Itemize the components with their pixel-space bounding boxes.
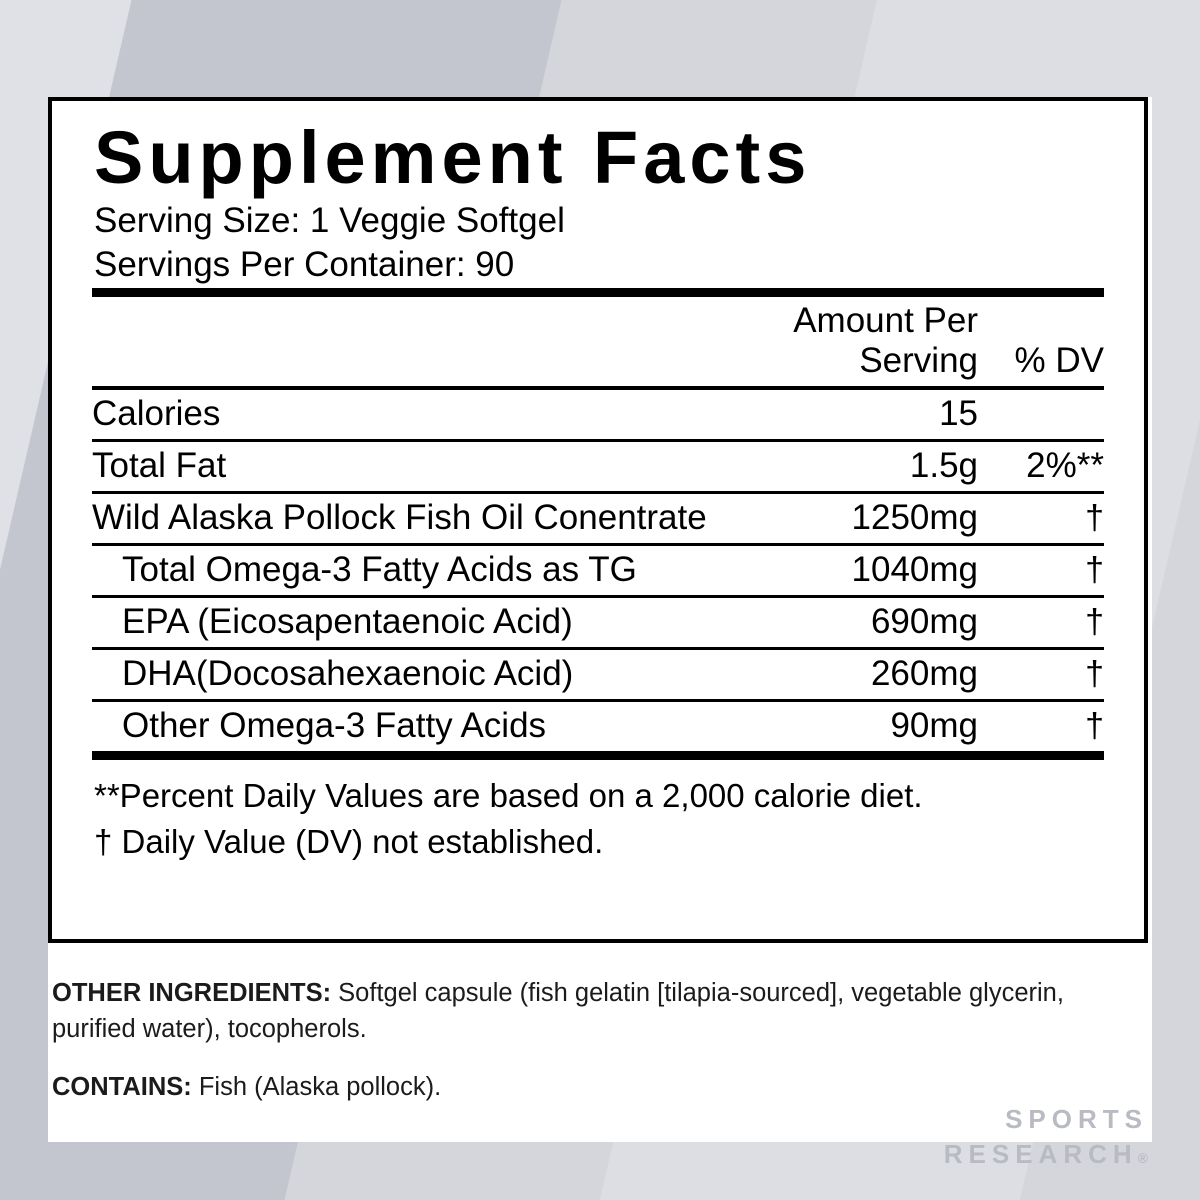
- row-amount: 1040mg: [728, 545, 986, 597]
- nutrition-table: [92, 297, 1104, 751]
- panel-title: Supplement Facts: [94, 116, 812, 199]
- brand-line-2-text: RESEARCH: [943, 1138, 1138, 1169]
- row-name: DHA(Docosahexaenoic Acid): [92, 649, 728, 701]
- row-dv: [986, 388, 1104, 441]
- footnote-percent-dv: **Percent Daily Values are based on a 2,000 calorie diet.: [94, 777, 923, 815]
- brand-line-2: [944, 1137, 1148, 1172]
- row-dv: †: [986, 649, 1104, 701]
- row-dv: †: [986, 597, 1104, 649]
- other-ingredients-block: [52, 975, 1122, 1106]
- brand-line-1: SPORTS: [1005, 1103, 1148, 1134]
- servings-per-container: Servings Per Container: 90: [94, 245, 515, 285]
- divider-under-servings: [92, 288, 1104, 297]
- row-amount: 1250mg: [728, 493, 986, 545]
- row-name: Total Fat: [92, 441, 728, 493]
- row-amount: 15: [728, 388, 986, 441]
- row-dv: 2%**: [986, 441, 1104, 493]
- table-row: [92, 701, 1104, 752]
- contains-paragraph: [52, 1069, 1122, 1105]
- table-row: [92, 597, 1104, 649]
- row-name: Wild Alaska Pollock Fish Oil Conentrate: [92, 493, 728, 545]
- row-amount: 1.5g: [728, 441, 986, 493]
- table-row: [92, 493, 1104, 545]
- contains-text: Fish (Alaska pollock).: [191, 1073, 442, 1102]
- table-row: [92, 545, 1104, 597]
- row-amount: 260mg: [728, 649, 986, 701]
- footnote-dagger: † Daily Value (DV) not established.: [94, 822, 604, 860]
- other-ingredients-label: OTHER INGREDIENTS:: [52, 979, 332, 1007]
- row-dv: †: [986, 545, 1104, 597]
- row-dv: †: [986, 701, 1104, 752]
- row-amount: 690mg: [728, 597, 986, 649]
- registered-mark: ®: [1137, 1149, 1148, 1166]
- header-amount-per-serving: Amount Per Serving: [793, 301, 978, 381]
- header-percent-dv: % DV: [1014, 341, 1104, 381]
- row-name: Total Omega-3 Fatty Acids as TG: [92, 545, 728, 597]
- other-ingredients-paragraph: [52, 975, 1122, 1047]
- header-blank: [92, 297, 728, 388]
- row-name: Calories: [92, 388, 728, 441]
- table-row: [92, 649, 1104, 701]
- brand-logo: [944, 1102, 1148, 1172]
- row-amount: 90mg: [728, 701, 986, 752]
- row-name: EPA (Eicosapentaenoic Acid): [92, 597, 728, 649]
- table-row: [92, 388, 1104, 441]
- row-dv: †: [986, 493, 1104, 545]
- table-row: [92, 441, 1104, 493]
- other-ingredients-text: Softgel capsule (fish gelatin [tilapia-sourced], vegetable glycerin, purified water), tocopherols.: [52, 979, 1064, 1044]
- serving-size: Serving Size: 1 Veggie Softgel: [94, 200, 565, 240]
- divider-above-footnotes: [92, 751, 1104, 760]
- supplement-facts-panel: [48, 97, 1148, 943]
- table-header-row: [92, 297, 1104, 388]
- contains-label: CONTAINS:: [52, 1073, 192, 1102]
- row-name: Other Omega-3 Fatty Acids: [92, 701, 728, 752]
